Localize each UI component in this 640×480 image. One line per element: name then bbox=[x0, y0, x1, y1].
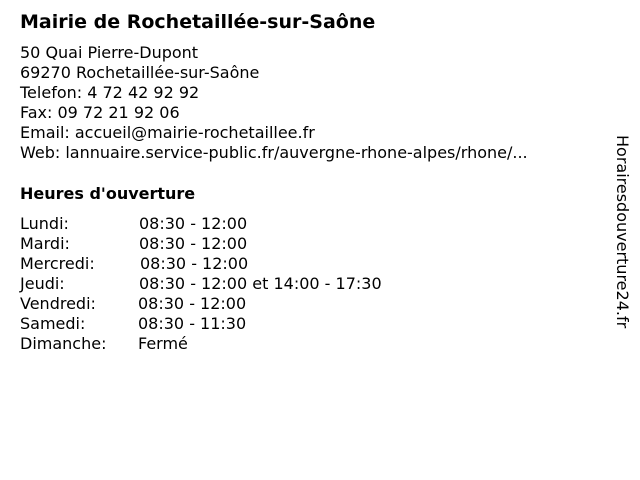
fax-line: Fax: 09 72 21 92 06 bbox=[20, 103, 180, 122]
page-title: Mairie de Rochetaillée-sur-Saône bbox=[20, 11, 376, 33]
site-watermark: Horairesdouverture24.fr bbox=[613, 135, 632, 329]
hours-day: Jeudi: bbox=[20, 274, 65, 293]
hours-day: Lundi: bbox=[20, 214, 69, 233]
email-line: Email: accueil@mairie-rochetaillee.fr bbox=[20, 123, 315, 142]
web-line: Web: lannuaire.service-public.fr/auvergne-rhone-alpes/rhone/... bbox=[20, 143, 528, 162]
hours-time: 08:30 - 12:00 bbox=[138, 294, 247, 313]
hours-day: Mardi: bbox=[20, 234, 70, 253]
hours-day: Dimanche: bbox=[20, 334, 107, 353]
hours-day: Vendredi: bbox=[20, 294, 96, 313]
hours-time: 08:30 - 12:00 bbox=[139, 234, 248, 253]
hours-time: 08:30 - 12:00 bbox=[140, 254, 249, 273]
hours-time: 08:30 - 12:00 bbox=[139, 214, 248, 233]
hours-heading: Heures d'ouverture bbox=[20, 184, 196, 203]
address-line-city: 69270 Rochetaillée-sur-Saône bbox=[20, 63, 260, 82]
hours-day: Mercredi: bbox=[20, 254, 95, 273]
hours-time: Fermé bbox=[138, 334, 188, 353]
hours-time: 08:30 - 11:30 bbox=[138, 314, 247, 333]
contact-block bbox=[20, 43, 528, 163]
hours-time: 08:30 - 12:00 et 14:00 - 17:30 bbox=[139, 274, 382, 293]
phone-line: Telefon: 4 72 42 92 92 bbox=[20, 83, 200, 102]
hours-day: Samedi: bbox=[20, 314, 86, 333]
address-line-street: 50 Quai Pierre-Dupont bbox=[20, 43, 199, 62]
